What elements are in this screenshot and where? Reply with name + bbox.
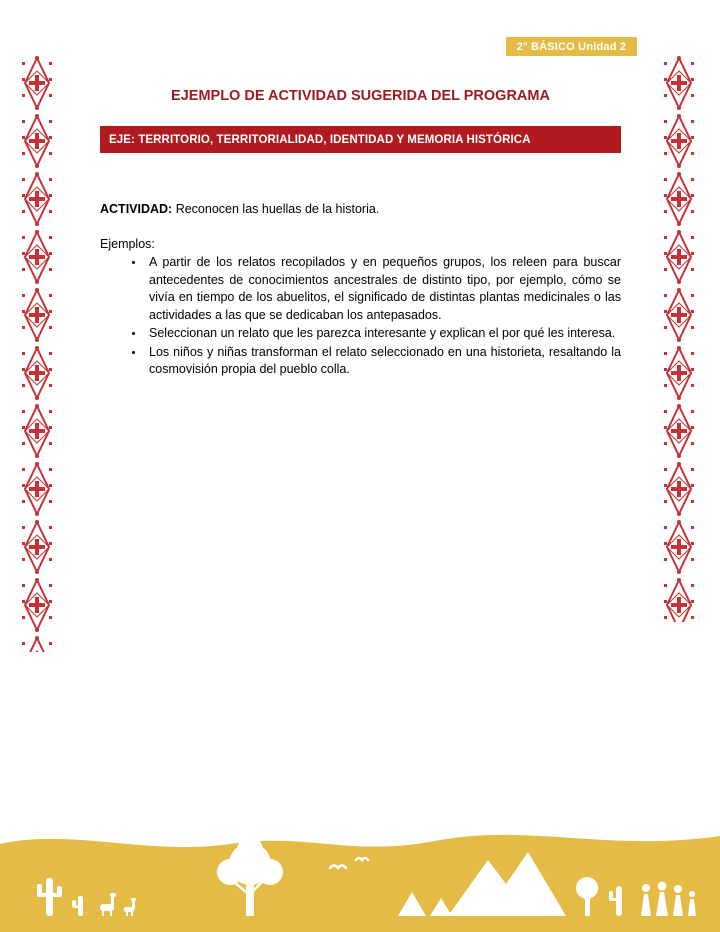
textile-border-left-decoration [22, 54, 52, 652]
activity-text: Reconocen las huellas de la historia. [175, 202, 380, 216]
list-item: • A partir de los relatos recopilados y en pequeños grupos, los releen para buscar antecedentes de conocimientos ancestrales de distinto tipo, por ejemplo, cómo se vivía en tiempo de los abuelitos, el significado de distintas plantas medicinales o las actividades a las que se dedicaban los antepasados. [145, 254, 621, 324]
footer-landscape-illustration [0, 812, 720, 932]
list-item: • Seleccionan un relato que les parezca interesante y explican el por qué les interesa. [145, 325, 621, 343]
page-title: EJEMPLO DE ACTIVIDAD SUGERIDA DEL PROGRAMA [171, 88, 550, 104]
unit-badge [506, 37, 637, 56]
unit-badge-label: 2° BÁSICO Unidad 2 [516, 40, 627, 53]
examples-label: Ejemplos: [100, 237, 155, 251]
textile-border-right-decoration [664, 54, 694, 622]
activity-line [100, 201, 621, 218]
examples-list [100, 254, 621, 380]
activity-label: ACTIVIDAD: [100, 202, 173, 216]
list-item: • Los niños y niñas transforman el relato seleccionado en una historieta, resaltando la cosmovisión propia del pueblo colla. [145, 344, 621, 379]
eje-banner [100, 126, 621, 153]
eje-banner-label: EJE: TERRITORIO, TERRITORIALIDAD, IDENTIDAD Y MEMORIA HISTÓRICA [109, 133, 531, 146]
